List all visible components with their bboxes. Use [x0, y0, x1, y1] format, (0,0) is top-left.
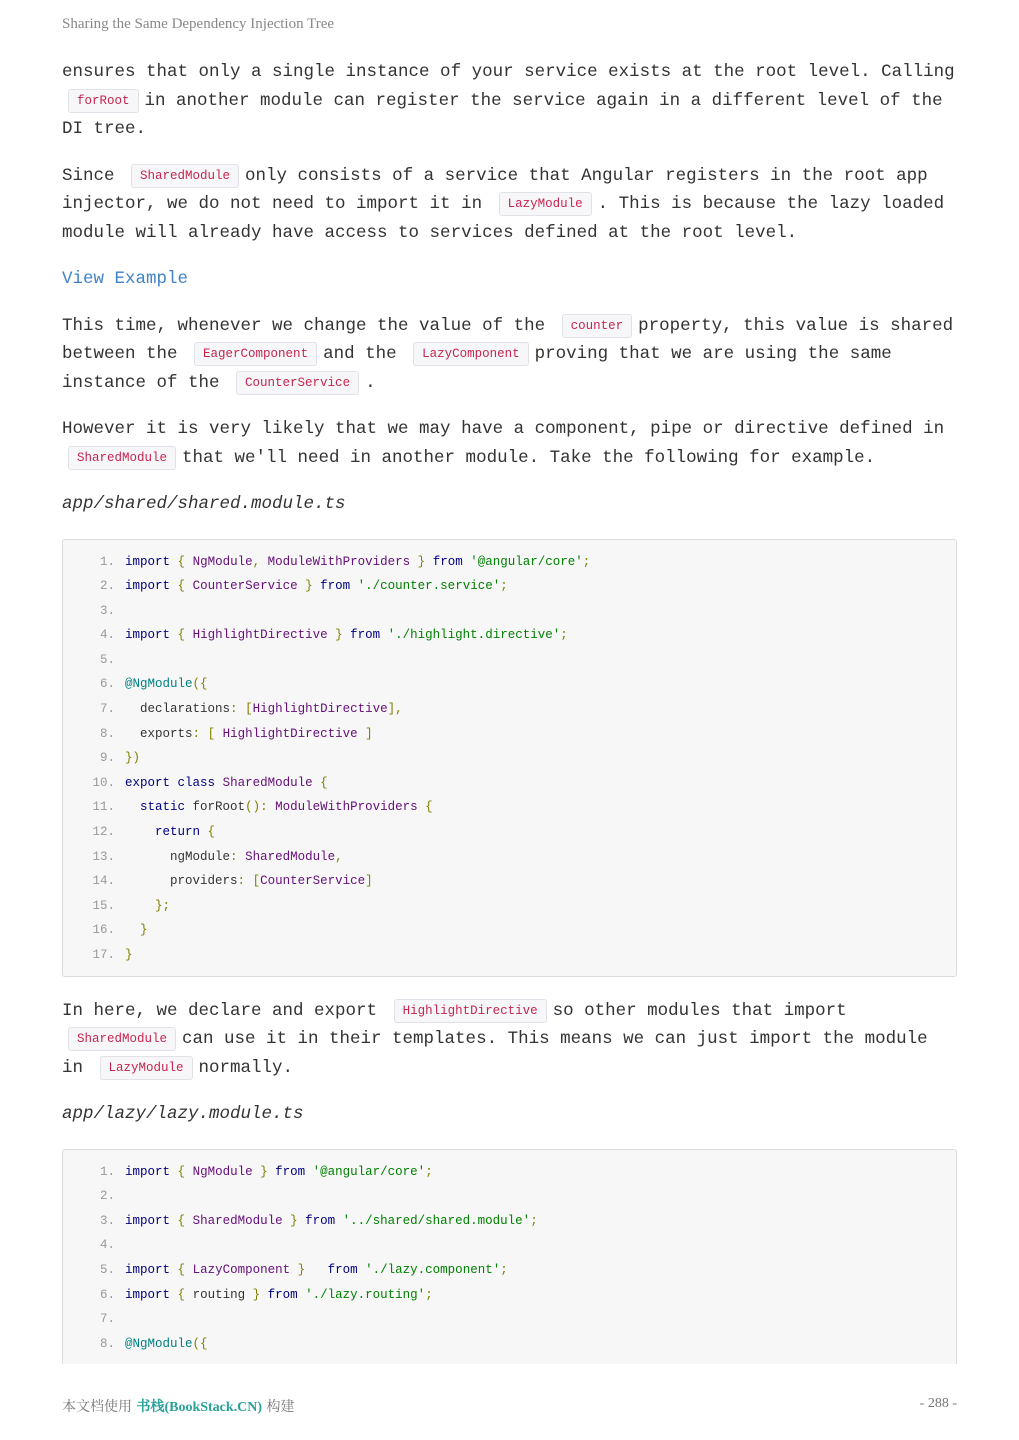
code-text: @NgModule({ — [125, 1336, 208, 1351]
code-text: static forRoot(): ModuleWithProviders { — [140, 800, 433, 815]
text: normally. — [198, 1057, 294, 1078]
inline-code: CounterService — [236, 371, 359, 395]
code-line — [63, 845, 956, 870]
text: Since — [62, 165, 115, 186]
text: only consists of a service that Angular registers in the root app injector, we do not need to import it in — [62, 165, 928, 214]
text: . — [365, 372, 376, 393]
line-number: 2. — [99, 579, 115, 594]
paragraph-counter — [62, 312, 957, 398]
text: ensures that only a single instance of your service exists at the root level. Calling — [62, 62, 955, 82]
code-text: export class SharedModule { — [125, 775, 328, 790]
code-line — [63, 894, 956, 919]
page-number: - 288 - — [919, 1396, 957, 1411]
code-text: providers: [CounterService] — [170, 874, 373, 889]
code-line — [63, 943, 956, 968]
code-text: }; — [155, 898, 171, 913]
code-line — [63, 1307, 956, 1332]
line-number: 4. — [99, 628, 115, 643]
line-number: 9. — [99, 751, 115, 766]
code-line — [63, 771, 956, 796]
code-text: import { LazyComponent } from './lazy.component'; — [125, 1262, 508, 1277]
code-line — [63, 1233, 956, 1258]
code-line — [63, 599, 956, 624]
text: so other modules that import — [552, 1000, 847, 1021]
paragraph-forroot — [62, 58, 957, 144]
paragraph-however — [62, 415, 957, 472]
code-text: @NgModule({ — [125, 677, 208, 692]
line-number: 4. — [99, 1238, 115, 1253]
line-number: 8. — [99, 1336, 115, 1351]
line-number: 11. — [92, 800, 115, 815]
file-path: app/shared/shared.module.ts — [62, 494, 346, 514]
code-block-shared-module — [62, 539, 957, 977]
code-text: ngModule: SharedModule, — [170, 849, 343, 864]
footer-prefix: 本文档使用 — [62, 1399, 132, 1415]
text: . This is because the lazy loaded module will already have access to services defined at the root level. — [62, 194, 945, 243]
line-number: 7. — [99, 1312, 115, 1327]
code-text: import { SharedModule } from '../shared/shared.module'; — [125, 1213, 538, 1228]
line-number: 1. — [99, 1164, 115, 1179]
inline-code: EagerComponent — [194, 342, 317, 366]
paragraph-sharedmodule — [62, 162, 957, 248]
code-line — [63, 697, 956, 722]
code-text: import { CounterService } from './counter.service'; — [125, 579, 508, 594]
code-line — [63, 1209, 956, 1234]
code-text: }) — [125, 751, 141, 766]
line-number: 14. — [92, 874, 115, 889]
view-example-link[interactable]: View Example — [62, 269, 189, 289]
inline-code: counter — [562, 314, 633, 338]
code-text: exports: [ HighlightDirective ] — [140, 726, 373, 741]
footer-brand: 书栈(BookStack.CN) — [136, 1400, 263, 1415]
text: can use it in their templates. This means we can just import the module in — [62, 1029, 928, 1078]
code-line — [63, 1332, 956, 1357]
inline-code: SharedModule — [68, 1027, 176, 1051]
code-line — [63, 746, 956, 771]
code-line — [63, 820, 956, 845]
line-number: 6. — [99, 1287, 115, 1302]
code-line — [63, 672, 956, 697]
code-line — [63, 623, 956, 648]
footer-suffix: 构建 — [266, 1399, 295, 1415]
code-line — [63, 1160, 956, 1185]
code-text: return { — [155, 825, 216, 840]
code-text: import { routing } from './lazy.routing'; — [125, 1287, 433, 1302]
inline-code: LazyModule — [499, 192, 592, 216]
code-line — [63, 1184, 956, 1209]
code-text: import { NgModule } from '@angular/core'; — [125, 1164, 433, 1179]
code-line — [63, 795, 956, 820]
line-number: 13. — [92, 849, 115, 864]
link-paragraph — [62, 265, 957, 294]
line-number: 16. — [92, 923, 115, 938]
code-text: import { HighlightDirective } from './highlight.directive'; — [125, 628, 568, 643]
line-number: 12. — [92, 825, 115, 840]
text: However it is very likely that we may have a component, pipe or directive defined in — [62, 419, 945, 439]
text: in another module can register the service again in a different level of the DI tree. — [62, 90, 943, 139]
line-number: 15. — [92, 898, 115, 913]
line-number: 5. — [99, 652, 115, 667]
line-number: 8. — [99, 726, 115, 741]
code-line — [63, 648, 956, 673]
code-line — [63, 1283, 956, 1308]
code-line — [63, 550, 956, 575]
inline-code: LazyModule — [100, 1056, 193, 1080]
line-number: 3. — [99, 603, 115, 618]
inline-code: LazyComponent — [413, 342, 529, 366]
text: In here, we declare and export — [62, 1000, 378, 1021]
inline-code: SharedModule — [131, 164, 239, 188]
code-block-lazy-module — [62, 1149, 957, 1364]
code-text: import { NgModule, ModuleWithProviders } from '@angular/core'; — [125, 554, 591, 569]
inline-code: SharedModule — [68, 446, 176, 470]
code-text: declarations: [HighlightDirective], — [140, 702, 403, 717]
page-content — [62, 58, 957, 1384]
paragraph-in-here — [62, 997, 957, 1083]
line-number: 17. — [92, 948, 115, 962]
inline-code: forRoot — [68, 89, 139, 113]
running-header: Sharing the Same Dependency Injection Tree — [62, 16, 335, 32]
code-line — [63, 722, 956, 747]
code-line — [63, 1258, 956, 1283]
line-number: 1. — [99, 554, 115, 569]
text: proving that we are using the same instance of the — [62, 344, 892, 393]
code-line — [63, 574, 956, 599]
page-footer — [62, 1396, 957, 1416]
line-number: 7. — [99, 702, 115, 717]
text: and the — [323, 344, 397, 364]
file-path: app/lazy/lazy.module.ts — [62, 1104, 304, 1125]
code-line — [63, 869, 956, 894]
line-number: 3. — [99, 1213, 115, 1228]
line-number: 2. — [99, 1189, 115, 1204]
text: property, this value is shared between the — [62, 315, 954, 364]
inline-code: HighlightDirective — [394, 999, 547, 1023]
line-number: 5. — [99, 1262, 115, 1277]
code-text: } — [140, 923, 148, 938]
text: that we'll need in another module. Take the following for example. — [182, 447, 876, 468]
text: This time, whenever we change the value of the — [62, 315, 546, 336]
code-text: } — [125, 948, 133, 962]
code-line — [63, 918, 956, 943]
line-number: 6. — [99, 677, 115, 692]
line-number: 10. — [92, 775, 115, 790]
